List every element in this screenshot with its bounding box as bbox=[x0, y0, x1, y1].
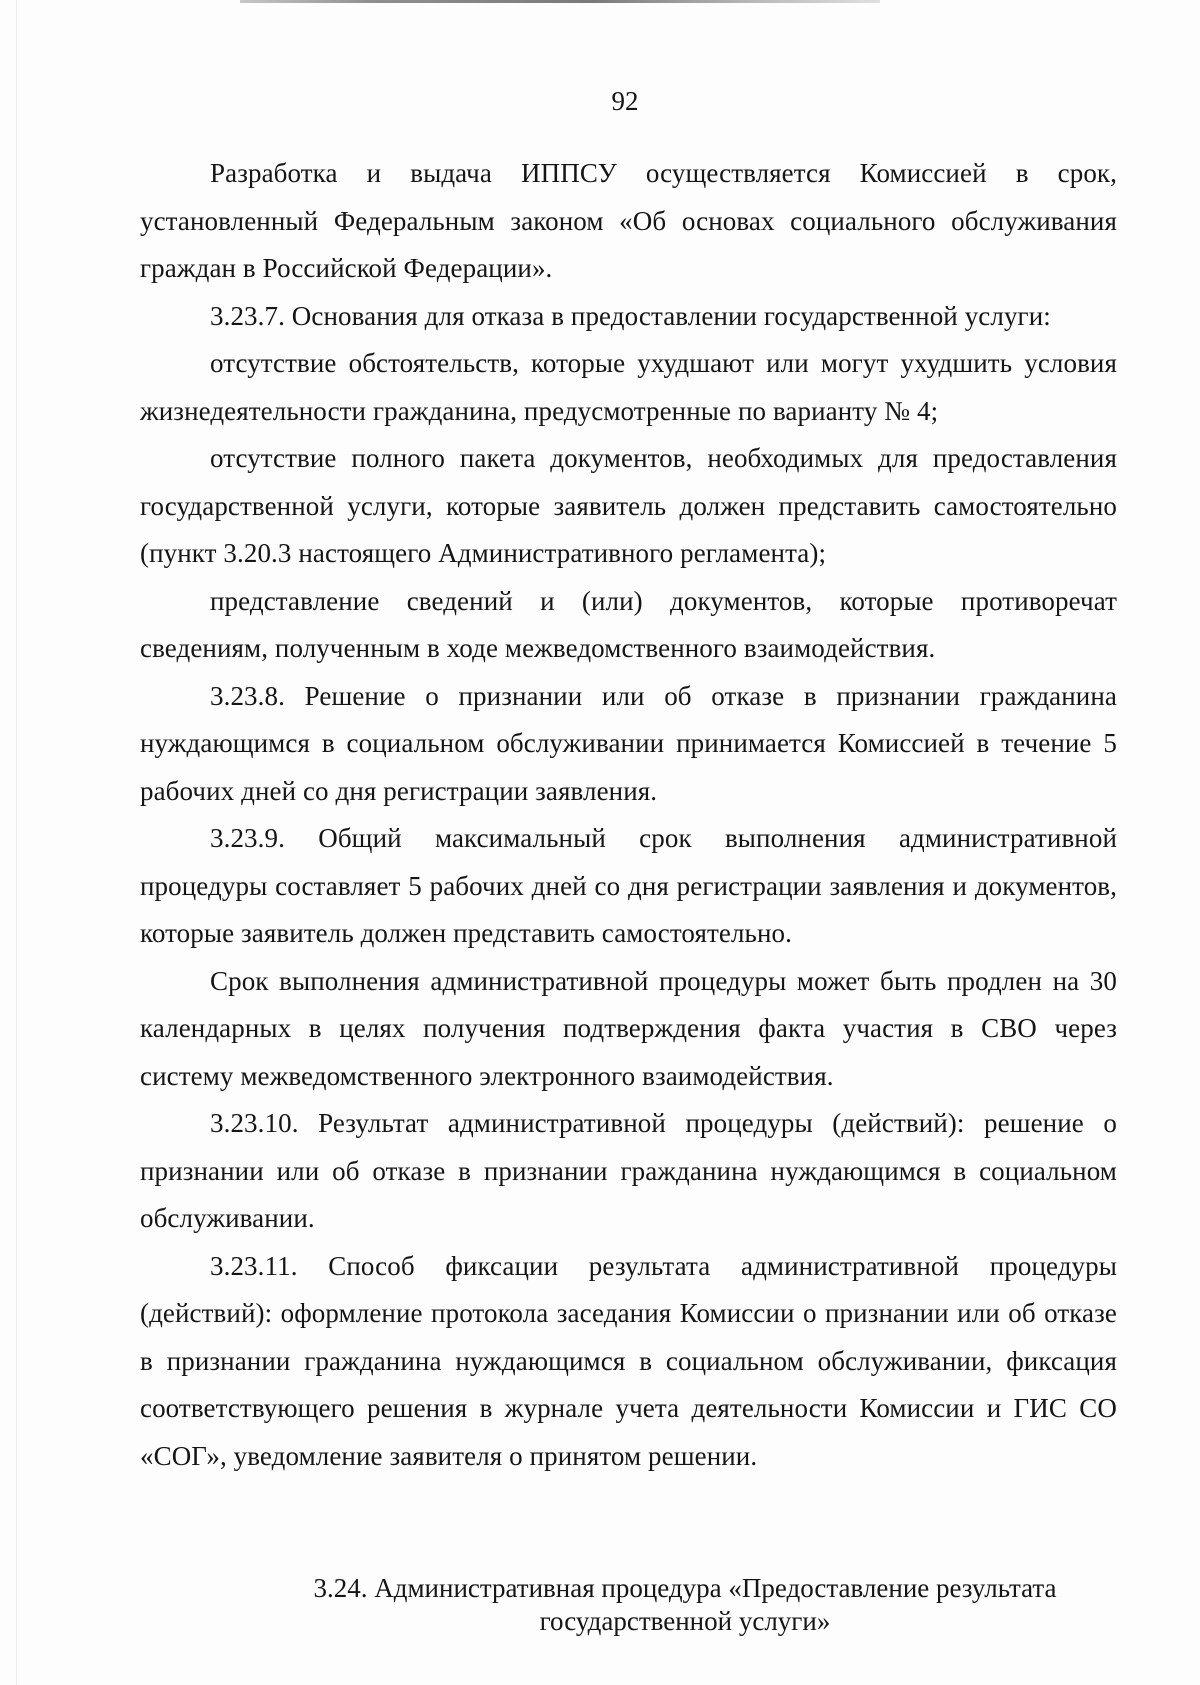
paragraph-refusal-reason-2: отсутствие полного пакета документов, необходимых для предоставления государственной услуги, которые заявитель должен представить самостоятельно (пункт 3.20.3 настоящего Административного регламента); bbox=[140, 443, 1117, 568]
scan-top-edge bbox=[240, 0, 880, 3]
paragraph-refusal-reason-1: отсутствие обстоятельств, которые ухудшают или могут ухудшить условия жизнедеятельности гражданина, предусмотренные по варианту № 4; bbox=[140, 348, 1117, 426]
page-number: 92 bbox=[611, 86, 639, 116]
section-heading-line-1: 3.24. Административная процедура «Предоставление результата bbox=[313, 1573, 1057, 1603]
paragraph-extension: Срок выполнения административной процедуры может быть продлен на 30 календарных в целях получения подтверждения факта участия в СВО через систему межведомственного электронного взаимодействия. bbox=[140, 965, 1117, 1091]
paragraph-3-23-10: 3.23.10. Результат административной процедуры (действий): решение о признании или об отказе в признании гражданина нуждающимся в социальном обслуживании. bbox=[140, 1108, 1117, 1233]
section-heading-line-2: государственной услуги» bbox=[539, 1606, 831, 1636]
section-heading-3-24 bbox=[140, 1572, 1200, 1638]
paragraph-ippsu-issuance: Разработка и выдача ИППСУ осуществляется Комиссией в срок, установленный Федеральным законом «Об основах социального обслуживания граждан в Российской Федерации». bbox=[140, 158, 1117, 283]
paragraph-3-23-11: 3.23.11. Способ фиксации результата административной процедуры (действий): оформление протокола заседания Комиссии о признании или об отказе в признании гражданина нуждающимся в социальном обслуживании, фиксация соответствующего решения в журнале учета деятельности Комиссии и ГИС СО «СОГ», уведомление заявителя о принятом решении. bbox=[140, 1250, 1117, 1471]
scan-left-edge bbox=[16, 0, 17, 1685]
document-body bbox=[140, 150, 1117, 1480]
paragraph-3-23-8: 3.23.8. Решение о признании или об отказе в признании гражданина нуждающимся в социальном обслуживании принимается Комиссией в течение 5 рабочих дней со дня регистрации заявления. bbox=[140, 680, 1117, 806]
paragraph-refusal-reason-3: представление сведений и (или) документов, которые противоречат сведениям, полученным в ходе межведомственного взаимодействия. bbox=[140, 585, 1117, 663]
paragraph-3-23-7: 3.23.7. Основания для отказа в предоставлении государственной услуги: bbox=[210, 300, 1051, 331]
paragraph-3-23-9: 3.23.9. Общий максимальный срок выполнения административной процедуры составляет 5 рабочих дней со дня регистрации заявления и документов, которые заявитель должен представить самостоятельно. bbox=[140, 823, 1117, 948]
